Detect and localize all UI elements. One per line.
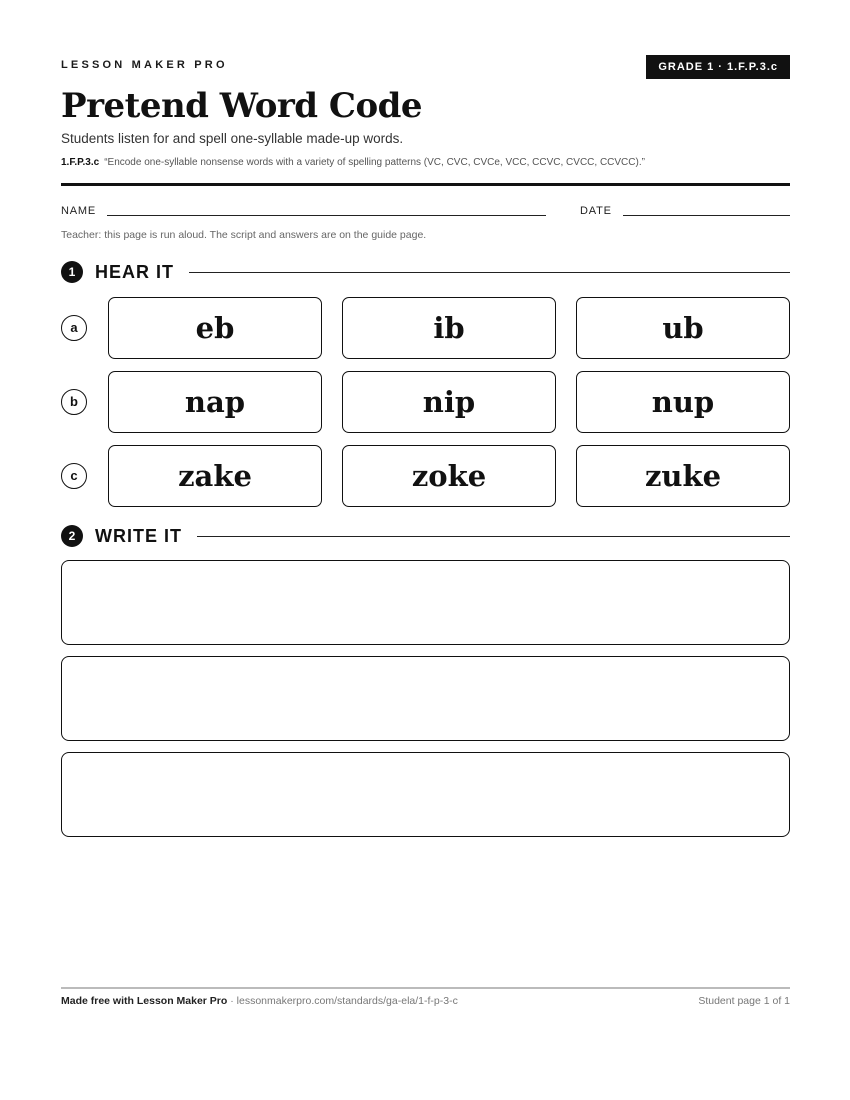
write-answer-box[interactable] [61, 656, 790, 741]
name-field[interactable] [107, 215, 546, 216]
word-row-b [61, 371, 790, 433]
section-title: WRITE IT [95, 524, 194, 548]
page-subtitle: Students listen for and spell one-syllable made-up words. [61, 131, 404, 146]
footer-separator: · [227, 995, 237, 1007]
word-card: zuke [576, 445, 790, 507]
page-title: Pretend Word Code [61, 86, 423, 126]
name-date-row [61, 205, 790, 219]
section-number-badge: 2 [61, 525, 83, 547]
row-letter-badge: b [61, 389, 87, 415]
word-card: nap [108, 371, 322, 433]
word-row-a [61, 297, 790, 359]
header-divider [61, 183, 790, 186]
section-divider [197, 536, 790, 537]
row-letter-badge: a [61, 315, 87, 341]
word-card: zoke [342, 445, 556, 507]
word-card: nip [342, 371, 556, 433]
footer-made-with: Made free with Lesson Maker Pro [61, 995, 228, 1007]
word-card: ub [576, 297, 790, 359]
standard-code: 1.F.P.3.c [61, 157, 100, 168]
worksheet-page [61, 0, 790, 1100]
footer-divider [61, 987, 790, 989]
row-letter-badge: c [61, 463, 87, 489]
word-card: ib [342, 297, 556, 359]
word-card: nup [576, 371, 790, 433]
top-bar [61, 55, 790, 79]
section-write-it [61, 524, 790, 548]
word-row-c [61, 445, 790, 507]
write-answer-box[interactable] [61, 752, 790, 837]
write-answer-box[interactable] [61, 560, 790, 645]
section-divider [189, 272, 790, 273]
section-hear-it [61, 260, 790, 284]
footer-page-number: Student page 1 of 1 [698, 995, 790, 1007]
standard-text: “Encode one-syllable nonsense words with a variety of spelling patterns (VC, CVC, CVCe, VCC, CCVC, CVCC, CCVCC).” [104, 157, 645, 168]
word-card: zake [108, 445, 322, 507]
footer-credit [61, 995, 458, 1007]
footer-url[interactable]: lessonmakerpro.com/standards/ga-ela/1-f-p-3-c [236, 995, 458, 1007]
brand-name: LESSON MAKER PRO [61, 59, 228, 71]
name-label: NAME [61, 205, 96, 217]
section-number-badge: 1 [61, 261, 83, 283]
section-title: HEAR IT [95, 260, 186, 284]
grade-badge: GRADE 1 · 1.F.P.3.c [646, 55, 790, 79]
teacher-note: Teacher: this page is run aloud. The script and answers are on the guide page. [61, 229, 427, 241]
date-label: DATE [580, 205, 612, 217]
standard-line [61, 157, 645, 168]
date-field[interactable] [623, 215, 790, 216]
word-card: eb [108, 297, 322, 359]
